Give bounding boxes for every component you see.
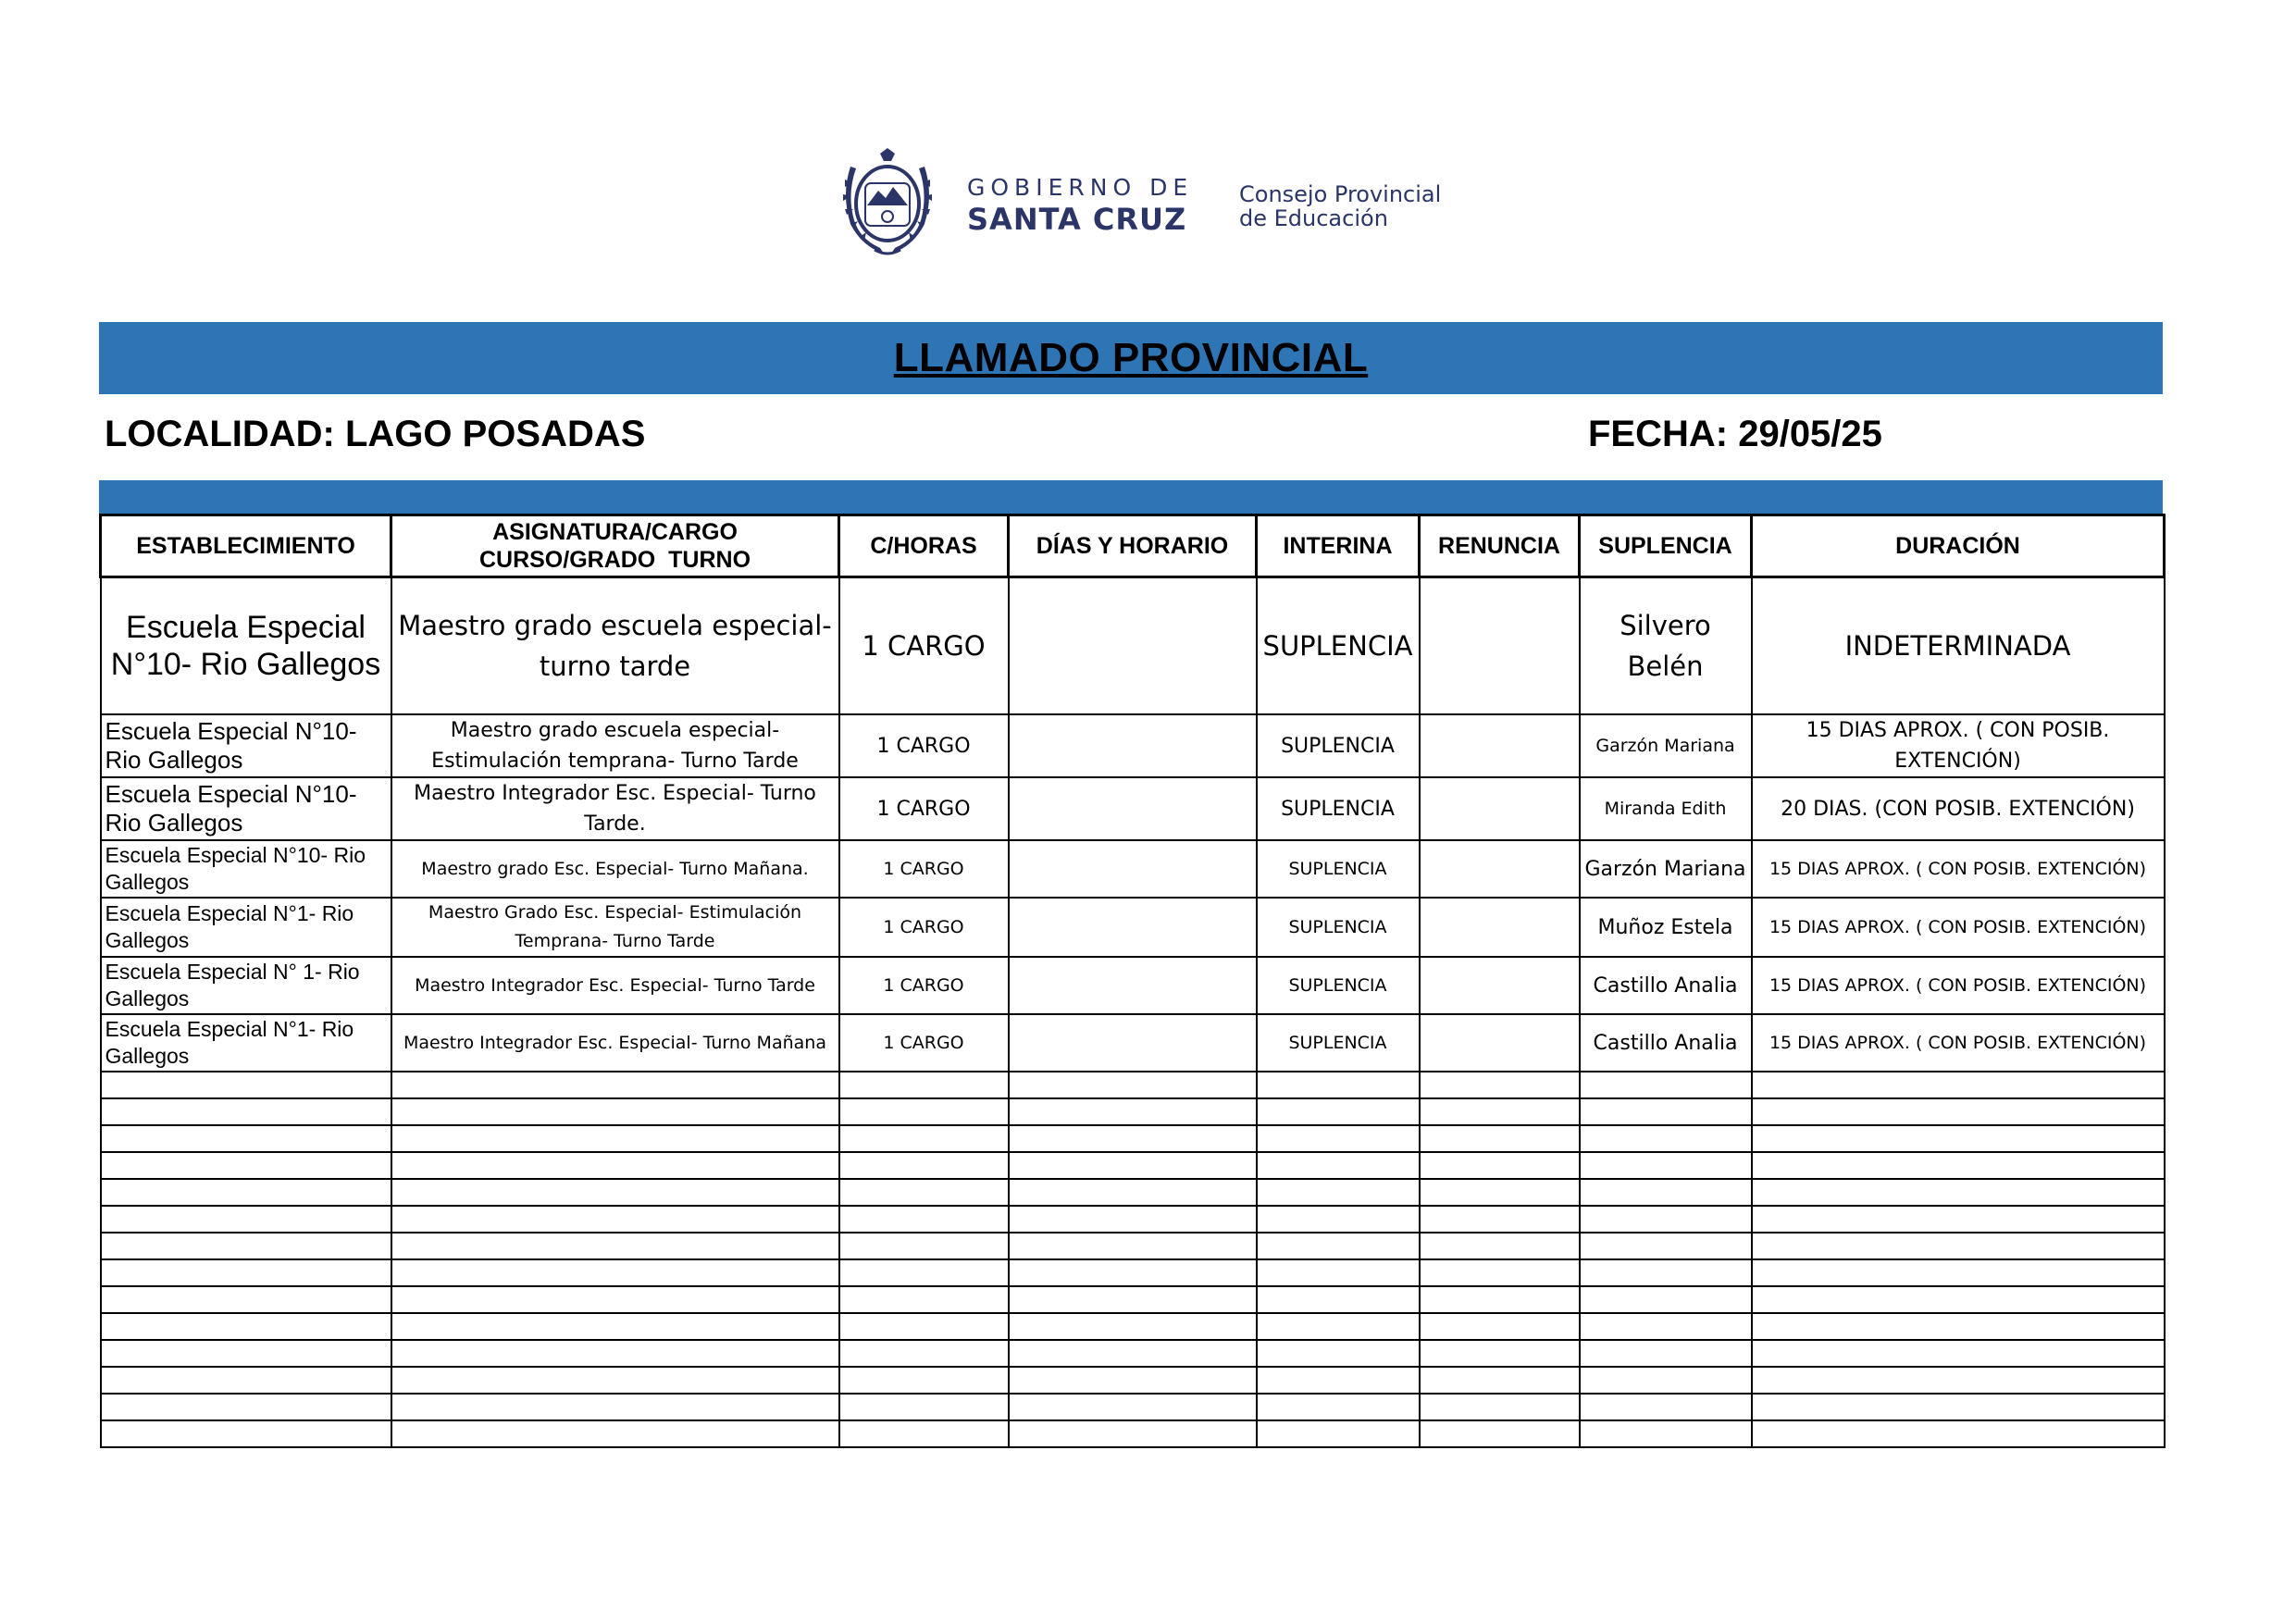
- header-interina: INTERINA: [1257, 515, 1420, 577]
- cell-renuncia: [1420, 777, 1580, 840]
- cell-establecimiento: Escuela Especial N°10- Rio Gallegos: [101, 714, 391, 777]
- header-asignatura-line-2: CURSO/GRADO TURNO: [478, 547, 751, 573]
- header-duracion: DURACIÓN: [1752, 515, 2165, 577]
- logo-line-2: SANTA CRUZ: [967, 202, 1187, 237]
- cell-interina: SUPLENCIA: [1257, 957, 1420, 1014]
- cell-horas: 1 CARGO: [839, 957, 1009, 1014]
- cell-asignatura: Maestro Integrador Esc. Especial- Turno Tarde.: [391, 777, 839, 840]
- cell-interina: SUPLENCIA: [1257, 898, 1420, 957]
- cell-asignatura: Maestro Grado Esc. Especial- Estimulación Temprana- Turno Tarde: [391, 898, 839, 957]
- header-asignatura-line-1: ASIGNATURA/CARGO: [492, 519, 738, 545]
- cell-suplencia: Garzón Mariana: [1580, 840, 1752, 898]
- cell-duracion: 15 DIAS APROX. ( CON POSIB. EXTENCIÓN): [1752, 1014, 2165, 1072]
- empty-row: [101, 1420, 2165, 1447]
- empty-row: [101, 1206, 2165, 1233]
- cell-renuncia: [1420, 714, 1580, 777]
- cell-duracion: 15 DIAS APROX. ( CON POSIB. EXTENCIÓN): [1752, 898, 2165, 957]
- header-asignatura: [391, 515, 839, 577]
- cell-duracion: 20 DIAS. (CON POSIB. EXTENCIÓN): [1752, 777, 2165, 840]
- empty-row: [101, 1179, 2165, 1206]
- empty-row: [101, 1313, 2165, 1340]
- table-row: [101, 714, 2165, 777]
- cell-duracion: 15 DIAS APROX. ( CON POSIB. EXTENCIÓN): [1752, 840, 2165, 898]
- table-row: [101, 898, 2165, 957]
- cell-dias: [1009, 898, 1257, 957]
- empty-row: [101, 1340, 2165, 1367]
- cell-horas: 1 CARGO: [839, 898, 1009, 957]
- cell-renuncia: [1420, 840, 1580, 898]
- empty-row: [101, 1367, 2165, 1394]
- cell-suplencia: Muñoz Estela: [1580, 898, 1752, 957]
- empty-row: [101, 1394, 2165, 1420]
- empty-row: [101, 1072, 2165, 1098]
- cell-establecimiento: Escuela Especial N°10- Rio Gallegos: [101, 840, 391, 898]
- cell-duracion: INDETERMINADA: [1752, 577, 2165, 715]
- header-renuncia: RENUNCIA: [1420, 515, 1580, 577]
- cell-interina: SUPLENCIA: [1257, 1014, 1420, 1072]
- cell-suplencia: Castillo Analia: [1580, 1014, 1752, 1072]
- cell-suplencia: Garzón Mariana: [1580, 714, 1752, 777]
- cell-duracion: 15 DIAS APROX. ( CON POSIB. EXTENCIÓN): [1752, 957, 2165, 1014]
- cell-suplencia: Miranda Edith: [1580, 777, 1752, 840]
- table-row: [101, 1014, 2165, 1072]
- cell-dias: [1009, 714, 1257, 777]
- table-row: [101, 957, 2165, 1014]
- cell-establecimiento: Escuela Especial N°10- Rio Gallegos: [101, 777, 391, 840]
- cell-establecimiento: Escuela Especial N°1- Rio Gallegos: [101, 898, 391, 957]
- cell-interina: SUPLENCIA: [1257, 777, 1420, 840]
- header-horas: C/HORAS: [839, 515, 1009, 577]
- cell-dias: [1009, 957, 1257, 1014]
- table-row: [101, 577, 2165, 715]
- cell-asignatura: Maestro grado escuela especial- Estimulación temprana- Turno Tarde: [391, 714, 839, 777]
- cell-renuncia: [1420, 577, 1580, 715]
- cell-interina: SUPLENCIA: [1257, 714, 1420, 777]
- cell-dias: [1009, 777, 1257, 840]
- cell-asignatura: Maestro grado Esc. Especial- Turno Mañana.: [391, 840, 839, 898]
- provincial-seal-icon: [838, 148, 937, 259]
- cell-suplencia: Silvero Belén: [1580, 577, 1752, 715]
- empty-row: [101, 1259, 2165, 1286]
- header-establecimiento: ESTABLECIMIENTO: [101, 515, 391, 577]
- cell-renuncia: [1420, 898, 1580, 957]
- header-dias: DÍAS Y HORARIO: [1009, 515, 1257, 577]
- title-band: [99, 322, 2163, 394]
- cell-interina: SUPLENCIA: [1257, 840, 1420, 898]
- cell-interina: SUPLENCIA: [1257, 577, 1420, 715]
- cell-horas: 1 CARGO: [839, 840, 1009, 898]
- cell-establecimiento: Escuela Especial N°10- Rio Gallegos: [101, 577, 391, 715]
- cell-horas: 1 CARGO: [839, 714, 1009, 777]
- cell-asignatura: Maestro Integrador Esc. Especial- Turno Tarde: [391, 957, 839, 1014]
- government-logo: [838, 148, 1467, 267]
- cell-establecimiento: Escuela Especial N° 1- Rio Gallegos: [101, 957, 391, 1014]
- cell-renuncia: [1420, 1014, 1580, 1072]
- cell-duracion: 15 DIAS APROX. ( CON POSIB. EXTENCIÓN): [1752, 714, 2165, 777]
- locality-label: LOCALIDAD: LAGO POSADAS: [105, 414, 646, 454]
- empty-row: [101, 1152, 2165, 1179]
- logo-line-1: GOBIERNO DE: [967, 174, 1194, 201]
- cell-horas: 1 CARGO: [839, 577, 1009, 715]
- table-row: [101, 840, 2165, 898]
- date-label: FECHA: 29/05/25: [1588, 414, 1882, 454]
- cell-asignatura: Maestro Integrador Esc. Especial- Turno Mañana: [391, 1014, 839, 1072]
- agency-line-1: Consejo Provincial: [1239, 181, 1442, 207]
- empty-row: [101, 1233, 2165, 1259]
- empty-row: [101, 1286, 2165, 1313]
- header-band: [99, 480, 2163, 514]
- table-header-row: [101, 515, 2165, 577]
- empty-row: [101, 1125, 2165, 1152]
- cell-horas: 1 CARGO: [839, 777, 1009, 840]
- document-title: LLAMADO PROVINCIAL: [893, 335, 1369, 380]
- vacancy-table: [99, 514, 2166, 1448]
- cell-establecimiento: Escuela Especial N°1- Rio Gallegos: [101, 1014, 391, 1072]
- cell-renuncia: [1420, 957, 1580, 1014]
- header-suplencia: SUPLENCIA: [1580, 515, 1752, 577]
- agency-line-2: de Educación: [1239, 205, 1388, 231]
- cell-dias: [1009, 1014, 1257, 1072]
- cell-horas: 1 CARGO: [839, 1014, 1009, 1072]
- cell-dias: [1009, 577, 1257, 715]
- table-row: [101, 777, 2165, 840]
- empty-row: [101, 1098, 2165, 1125]
- cell-asignatura: Maestro grado escuela especial- turno tarde: [391, 577, 839, 715]
- cell-dias: [1009, 840, 1257, 898]
- cell-suplencia: Castillo Analia: [1580, 957, 1752, 1014]
